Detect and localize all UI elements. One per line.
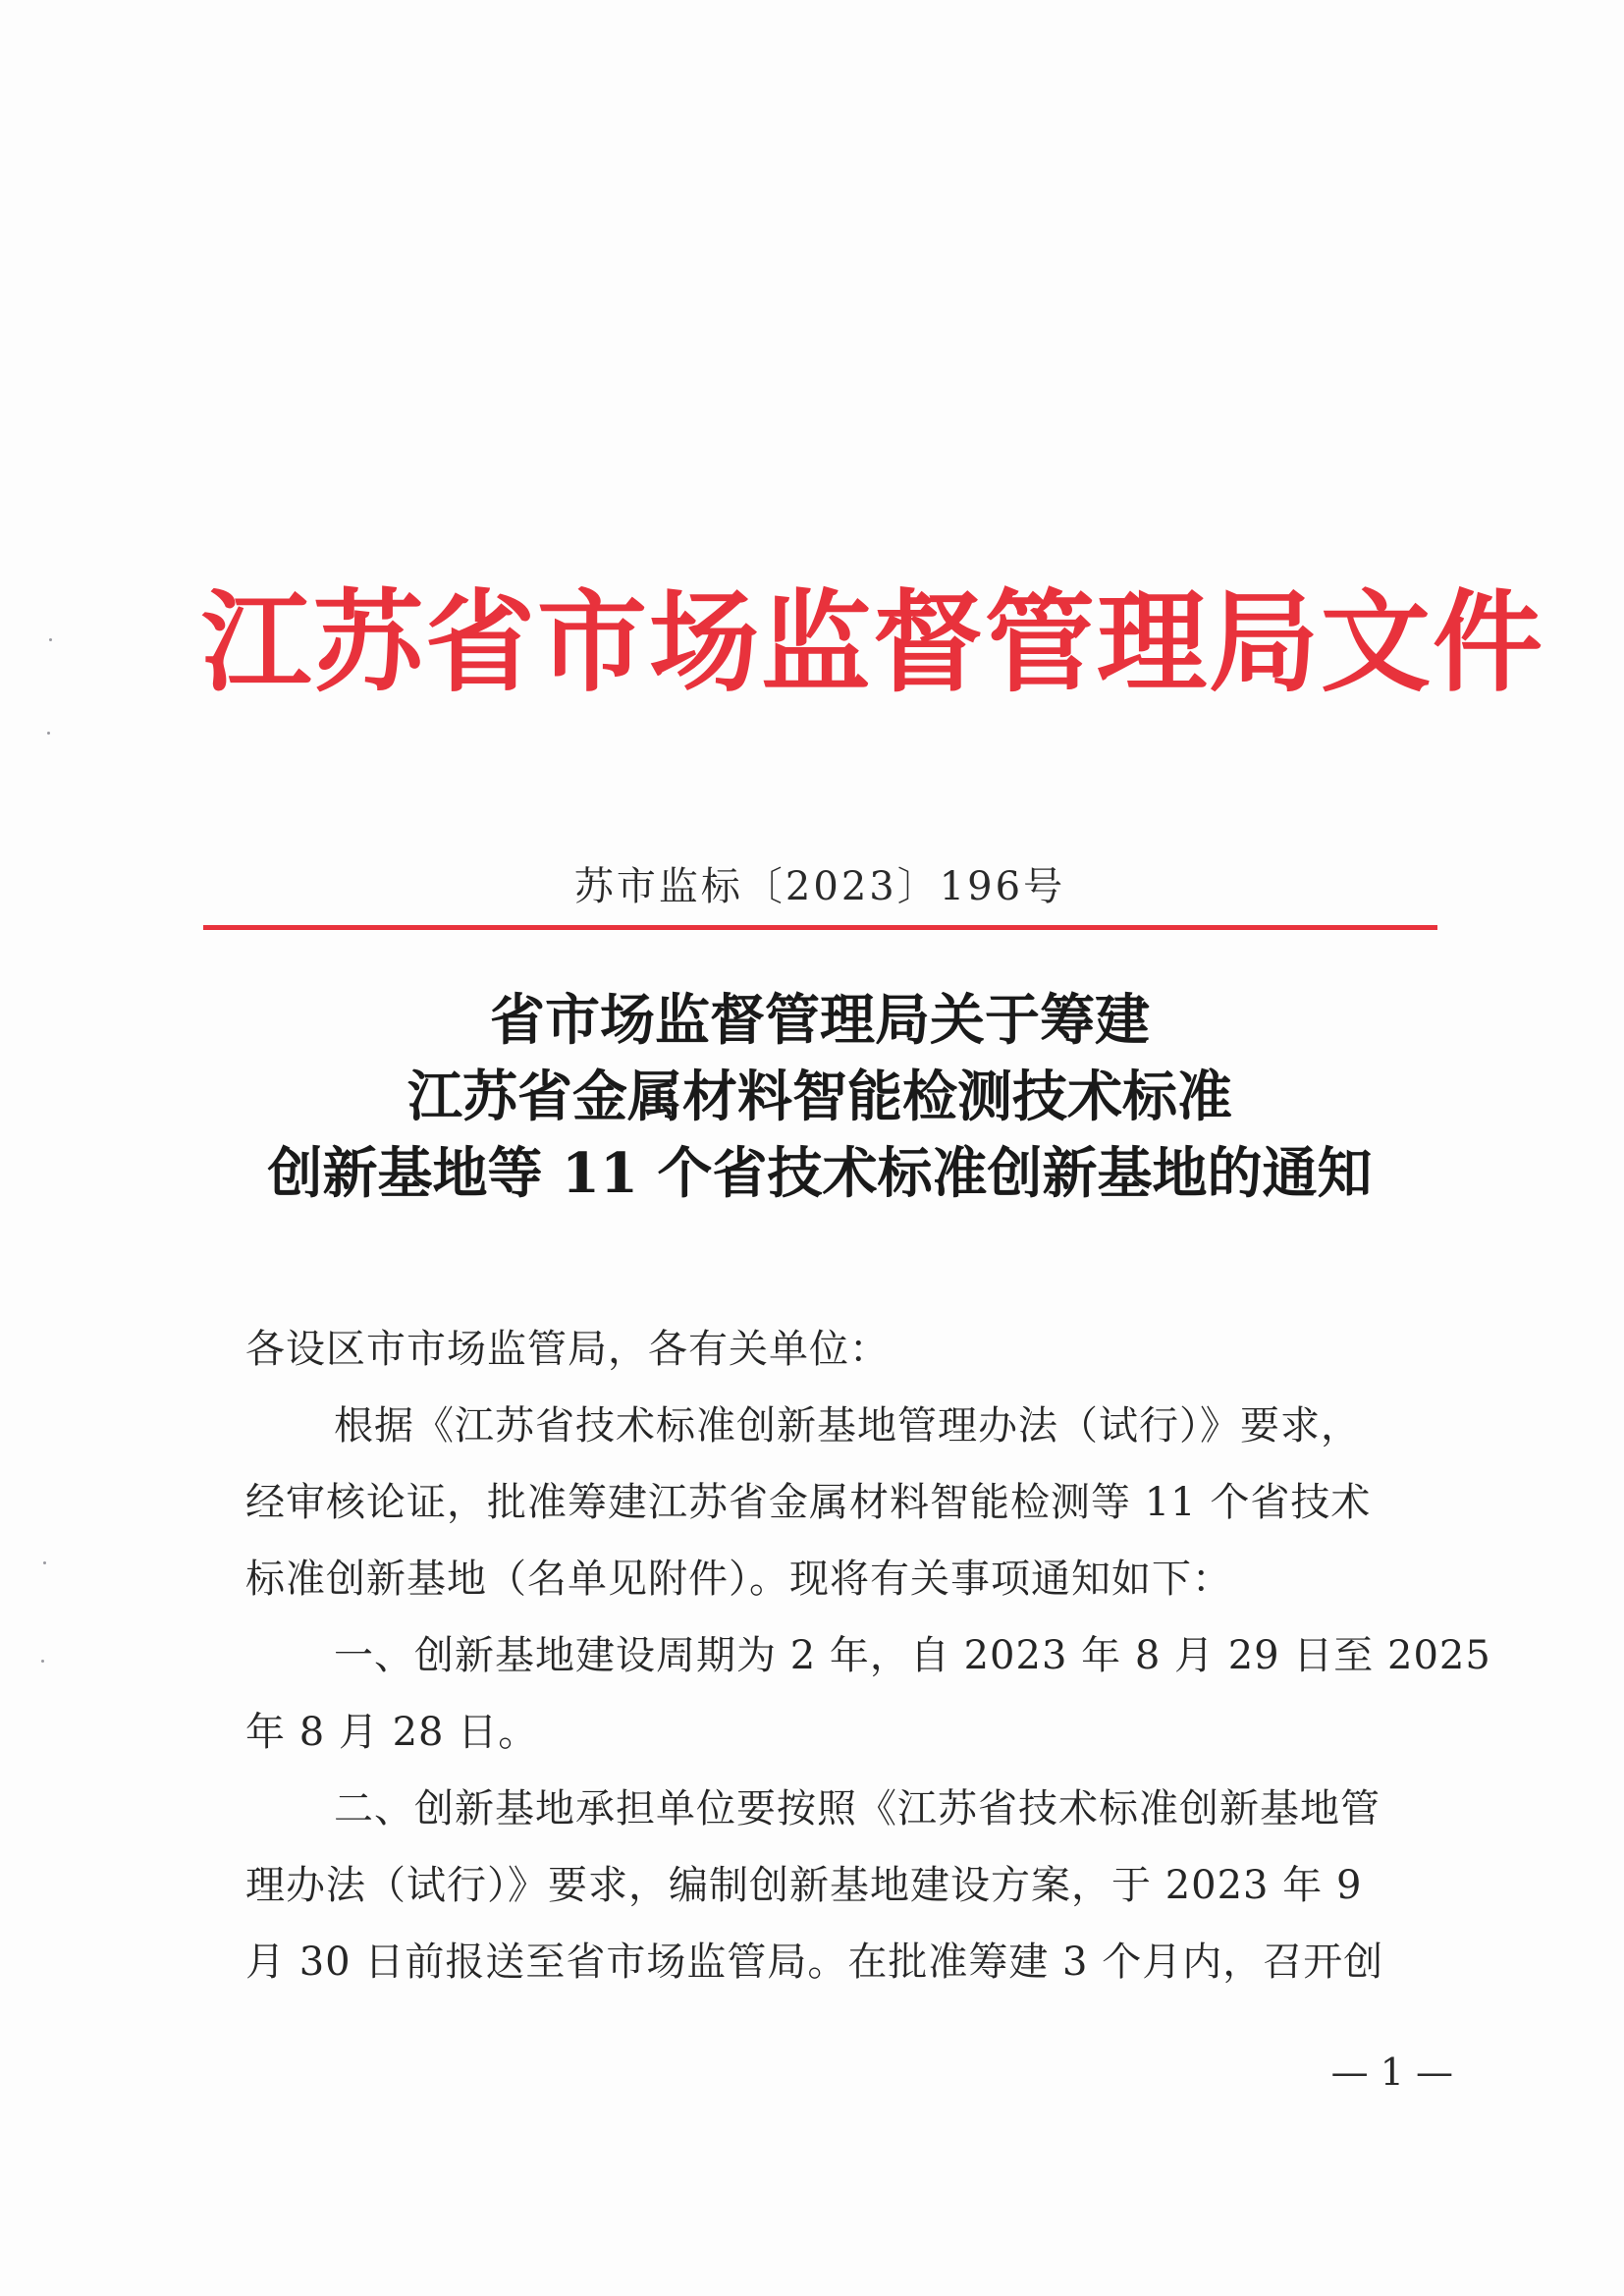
scan-speck [47, 732, 50, 735]
body-line: 标准创新基地（名单见附件）。现将有关事项通知如下： [245, 1557, 1232, 1602]
notice-body [245, 1311, 1491, 2000]
notice-title [201, 982, 1438, 1212]
document-number: 苏市监标〔2023〕196号 [573, 864, 1066, 909]
body-line: 月 30 日前报送至省市场监管局。在批准筹建 3 个月内，召开创 [245, 1940, 1384, 1985]
notice-title-line: 创新基地等 11 个省技术标准创新基地的通知 [267, 1141, 1373, 1206]
body-line: 根据《江苏省技术标准创新基地管理办法（试行）》要求， [334, 1403, 1361, 1449]
body-line: 年 8 月 28 日。 [245, 1710, 539, 1755]
scan-speck [41, 1660, 44, 1663]
body-line: 理办法（试行）》要求，编制创新基地建设方案，于 2023 年 9 [245, 1863, 1363, 1908]
body-line: 二、创新基地承担单位要按照《江苏省技术标准创新基地管 [334, 1786, 1380, 1831]
notice-title-line: 省市场监督管理局关于筹建 [490, 988, 1150, 1053]
body-line: 经审核论证，批准筹建江苏省金属材料智能检测等 11 个省技术 [245, 1480, 1372, 1525]
scan-speck [49, 638, 52, 641]
letterhead-title: 江苏省市场监督管理局文件 [201, 578, 1544, 707]
salutation: 各设区市市场监管局，各有关单位： [245, 1327, 890, 1372]
notice-title-line: 江苏省金属材料智能检测技术标准 [407, 1065, 1232, 1129]
red-separator-line [203, 925, 1437, 930]
body-line: 一、创新基地建设周期为 2 年，自 2023 年 8 月 29 日至 2025 [334, 1633, 1491, 1678]
page-number: — 1 — [1330, 2050, 1453, 2094]
scan-speck [43, 1561, 46, 1564]
